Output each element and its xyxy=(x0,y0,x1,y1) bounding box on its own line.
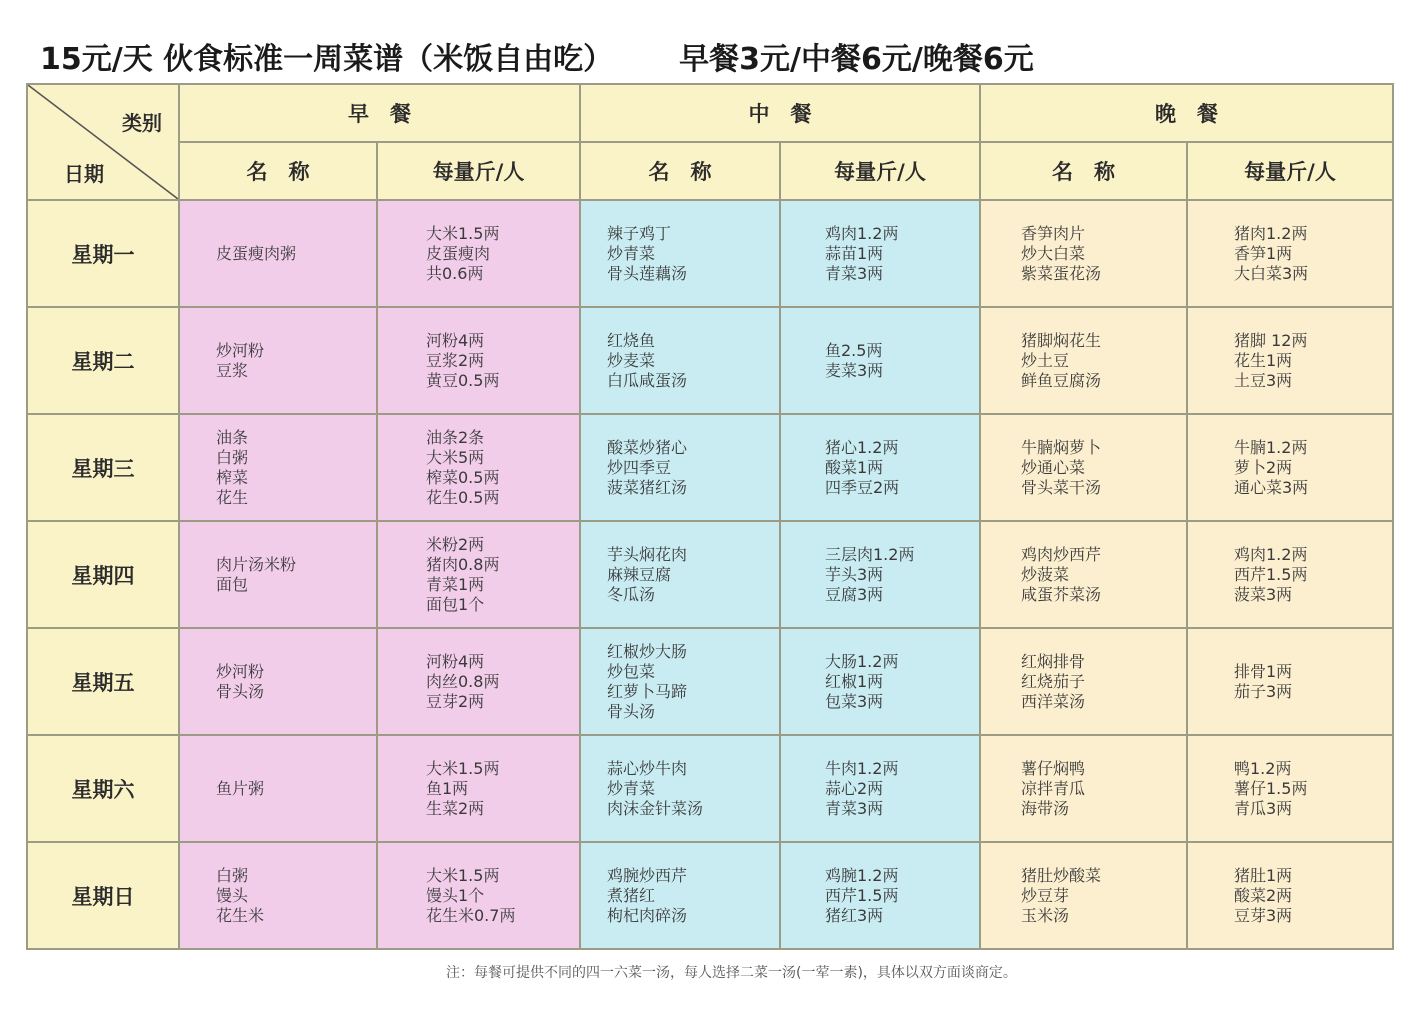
lunch-names xyxy=(580,307,780,414)
dish-amount: 猪脚 12两 xyxy=(1234,330,1308,350)
day-label: 星期六 xyxy=(27,735,179,842)
dish-amount: 鸡腕1.2两 xyxy=(825,865,899,885)
dish-name: 肉片汤米粉 xyxy=(216,554,297,574)
dish-amount: 大米1.5两 xyxy=(426,223,500,243)
dish-amount: 大米1.5两 xyxy=(426,758,500,778)
dinner-names xyxy=(980,628,1187,735)
breakfast-name-header: 名 称 xyxy=(179,142,377,200)
breakfast-names xyxy=(179,307,377,414)
dish-amount: 青菜3两 xyxy=(825,798,884,818)
breakfast-names xyxy=(179,200,377,307)
dish-amount: 生菜2两 xyxy=(426,798,485,818)
dinner-amounts xyxy=(1187,414,1393,521)
title-main: 15元/天 伙食标准一周菜谱（米饭自由吃） xyxy=(40,42,614,77)
breakfast-amounts xyxy=(377,628,580,735)
day-label: 星期一 xyxy=(27,200,179,307)
lunch-names xyxy=(580,200,780,307)
breakfast-amounts xyxy=(377,842,580,949)
breakfast-amounts xyxy=(377,200,580,307)
table-row xyxy=(27,842,1393,949)
dish-name: 猪肚炒酸菜 xyxy=(1021,865,1102,885)
dish-amount: 河粉4两 xyxy=(426,330,485,350)
dish-amount: 鱼1两 xyxy=(426,778,469,798)
lunch-amount-header: 每量斤/人 xyxy=(780,142,980,200)
breakfast-names xyxy=(179,414,377,521)
dish-amount: 大米1.5两 xyxy=(426,865,500,885)
dish-amount: 通心菜3两 xyxy=(1234,477,1309,497)
lunch-names xyxy=(580,842,780,949)
dish-amount: 猪肉1.2两 xyxy=(1234,223,1308,243)
dish-name: 紫菜蛋花汤 xyxy=(1021,263,1102,283)
dish-amount: 鸭1.2两 xyxy=(1234,758,1292,778)
dish-amount: 大白菜3两 xyxy=(1234,263,1309,283)
dish-name: 红萝卜马蹄 xyxy=(607,681,688,701)
dish-amount: 红椒1两 xyxy=(825,671,884,691)
footnote: 注：每餐可提供不同的四一六菜一汤，每人选择二菜一汤(一荤一素)，具体以双方面谈商定。 xyxy=(446,965,1017,981)
dish-name: 白粥 xyxy=(216,447,249,467)
breakfast-amounts xyxy=(377,307,580,414)
dish-name: 枸杞肉碎汤 xyxy=(607,905,688,925)
breakfast-names xyxy=(179,521,377,628)
dish-name: 麻辣豆腐 xyxy=(607,564,672,584)
dish-amount: 土豆3两 xyxy=(1234,370,1293,390)
table-row xyxy=(27,628,1393,735)
dinner-name-header: 名 称 xyxy=(980,142,1187,200)
table-row xyxy=(27,200,1393,307)
dish-name: 骨头莲藕汤 xyxy=(607,263,688,283)
dish-name: 煮猪红 xyxy=(607,885,656,905)
dish-amount: 花生1两 xyxy=(1234,350,1293,370)
dish-amount: 香笋1两 xyxy=(1234,243,1293,263)
dish-name: 菠菜猪红汤 xyxy=(607,477,688,497)
dish-amount: 馒头1个 xyxy=(426,885,485,905)
date-label: 日期 xyxy=(64,162,104,186)
dish-name: 骨头汤 xyxy=(216,681,265,701)
dish-amount: 四季豆2两 xyxy=(825,477,900,497)
dish-name: 骨头菜干汤 xyxy=(1021,477,1102,497)
weekly-menu-table xyxy=(26,83,1394,950)
dish-amount: 鱼2.5两 xyxy=(825,340,883,360)
dish-name: 西洋菜汤 xyxy=(1021,691,1086,711)
dish-amount: 猪心1.2两 xyxy=(825,437,899,457)
dish-amount: 菠菜3两 xyxy=(1234,584,1293,604)
dinner-amounts xyxy=(1187,200,1393,307)
dish-name: 油条 xyxy=(216,427,249,447)
dish-amount: 豆芽2两 xyxy=(426,691,485,711)
lunch-names xyxy=(580,414,780,521)
page-title xyxy=(40,34,1034,78)
dish-amount: 豆浆2两 xyxy=(426,350,485,370)
category-label: 类别 xyxy=(122,111,162,135)
dish-amount: 花生0.5两 xyxy=(426,487,500,507)
breakfast-names xyxy=(179,735,377,842)
lunch-names xyxy=(580,521,780,628)
breakfast-amounts xyxy=(377,735,580,842)
dinner-amounts xyxy=(1187,842,1393,949)
dish-name: 海带汤 xyxy=(1021,798,1070,818)
day-label: 星期二 xyxy=(27,307,179,414)
table-row xyxy=(27,307,1393,414)
dish-name: 鸡肉炒西芹 xyxy=(1021,544,1102,564)
dish-name: 白粥 xyxy=(216,865,249,885)
dinner-names xyxy=(980,307,1187,414)
dish-amount: 猪红3两 xyxy=(825,905,884,925)
lunch-name-header: 名 称 xyxy=(580,142,780,200)
dish-name: 冬瓜汤 xyxy=(607,584,656,604)
dish-amount: 酸菜2两 xyxy=(1234,885,1293,905)
dish-name: 炒青菜 xyxy=(607,778,656,798)
dish-amount: 蒜心2两 xyxy=(825,778,884,798)
day-label: 星期五 xyxy=(27,628,179,735)
dish-amount: 芋头3两 xyxy=(825,564,884,584)
dish-name: 鲜鱼豆腐汤 xyxy=(1021,370,1102,390)
dinner-amounts xyxy=(1187,521,1393,628)
breakfast-amount-header: 每量斤/人 xyxy=(377,142,580,200)
dish-name: 红椒炒大肠 xyxy=(607,641,688,661)
dish-name: 榨菜 xyxy=(216,467,249,487)
dish-name: 芋头焖花肉 xyxy=(607,544,688,564)
dish-amount: 薯仔1.5两 xyxy=(1234,778,1308,798)
dish-amount: 皮蛋瘦肉 xyxy=(426,243,491,263)
dish-name: 炒大白菜 xyxy=(1021,243,1086,263)
dish-name: 炒河粉 xyxy=(216,340,265,360)
dish-name: 蒜心炒牛肉 xyxy=(607,758,688,778)
dish-name: 面包 xyxy=(216,574,249,594)
dish-amount: 共0.6两 xyxy=(426,263,484,283)
breakfast-amounts xyxy=(377,521,580,628)
dish-name: 薯仔焖鸭 xyxy=(1021,758,1086,778)
dish-name: 炒土豆 xyxy=(1021,350,1070,370)
dish-amount: 牛腩1.2两 xyxy=(1234,437,1308,457)
table-row xyxy=(27,414,1393,521)
lunch-amounts xyxy=(780,628,980,735)
dish-amount: 萝卜2两 xyxy=(1234,457,1293,477)
dish-name: 红焖排骨 xyxy=(1021,651,1086,671)
dish-name: 凉拌青瓜 xyxy=(1021,778,1086,798)
dish-amount: 榨菜0.5两 xyxy=(426,467,500,487)
dish-amount: 面包1个 xyxy=(426,594,485,614)
dish-name: 炒豆芽 xyxy=(1021,885,1070,905)
breakfast-amounts xyxy=(377,414,580,521)
dish-amount: 米粉2两 xyxy=(426,534,485,554)
dish-amount: 花生米0.7两 xyxy=(426,905,516,925)
dish-amount: 猪肉0.8两 xyxy=(426,554,500,574)
dish-amount: 豆芽3两 xyxy=(1234,905,1293,925)
dish-name: 炒菠菜 xyxy=(1021,564,1070,584)
dish-amount: 青菜3两 xyxy=(825,263,884,283)
dish-amount: 猪肚1两 xyxy=(1234,865,1293,885)
dish-amount: 鸡肉1.2两 xyxy=(1234,544,1308,564)
dinner-names xyxy=(980,414,1187,521)
dish-amount: 西芹1.5两 xyxy=(1234,564,1308,584)
dish-name: 花生米 xyxy=(216,905,265,925)
dish-name: 炒包菜 xyxy=(607,661,656,681)
dish-name: 炒河粉 xyxy=(216,661,265,681)
dinner-names xyxy=(980,200,1187,307)
dish-name: 炒通心菜 xyxy=(1021,457,1086,477)
dish-amount: 蒜苗1两 xyxy=(825,243,884,263)
dish-amount: 茄子3两 xyxy=(1234,681,1293,701)
dish-name: 鱼片粥 xyxy=(216,778,265,798)
dinner-header: 晚 餐 xyxy=(980,84,1393,142)
lunch-names xyxy=(580,735,780,842)
dish-name: 肉沫金针菜汤 xyxy=(607,798,704,818)
dish-amount: 鸡肉1.2两 xyxy=(825,223,899,243)
dish-amount: 黄豆0.5两 xyxy=(426,370,500,390)
dinner-amounts xyxy=(1187,307,1393,414)
dish-amount: 酸菜1两 xyxy=(825,457,884,477)
lunch-amounts xyxy=(780,414,980,521)
dish-amount: 青菜1两 xyxy=(426,574,485,594)
dish-name: 炒四季豆 xyxy=(607,457,672,477)
dish-name: 辣子鸡丁 xyxy=(607,223,672,243)
dish-name: 馒头 xyxy=(216,885,249,905)
lunch-amounts xyxy=(780,200,980,307)
lunch-amounts xyxy=(780,735,980,842)
table-row xyxy=(27,735,1393,842)
dish-name: 鸡腕炒西芹 xyxy=(607,865,688,885)
dinner-names xyxy=(980,735,1187,842)
lunch-header: 中 餐 xyxy=(580,84,980,142)
day-label: 星期四 xyxy=(27,521,179,628)
dish-name: 咸蛋芥菜汤 xyxy=(1021,584,1102,604)
dish-amount: 包菜3两 xyxy=(825,691,884,711)
dish-name: 酸菜炒猪心 xyxy=(607,437,688,457)
breakfast-header: 早 餐 xyxy=(179,84,580,142)
day-label: 星期日 xyxy=(27,842,179,949)
breakfast-names xyxy=(179,842,377,949)
dish-amount: 豆腐3两 xyxy=(825,584,884,604)
dish-amount: 麦菜3两 xyxy=(825,360,884,380)
lunch-amounts xyxy=(780,842,980,949)
dish-amount: 大米5两 xyxy=(426,447,485,467)
lunch-amounts xyxy=(780,521,980,628)
dish-name: 豆浆 xyxy=(216,360,249,380)
dish-amount: 三层肉1.2两 xyxy=(825,544,915,564)
corner-header xyxy=(27,84,179,200)
dish-name: 花生 xyxy=(216,487,249,507)
dish-amount: 肉丝0.8两 xyxy=(426,671,500,691)
dish-name: 牛腩焖萝卜 xyxy=(1021,437,1102,457)
day-label: 星期三 xyxy=(27,414,179,521)
lunch-amounts xyxy=(780,307,980,414)
dish-amount: 油条2条 xyxy=(426,427,485,447)
dinner-amounts xyxy=(1187,628,1393,735)
dish-name: 香笋肉片 xyxy=(1021,223,1086,243)
dinner-names xyxy=(980,521,1187,628)
dish-amount: 大肠1.2两 xyxy=(825,651,899,671)
dish-amount: 青瓜3两 xyxy=(1234,798,1293,818)
dish-name: 炒青菜 xyxy=(607,243,656,263)
dish-name: 玉米汤 xyxy=(1021,905,1070,925)
dish-name: 红烧鱼 xyxy=(607,330,656,350)
dish-name: 白瓜咸蛋汤 xyxy=(607,370,688,390)
breakfast-names xyxy=(179,628,377,735)
table-row xyxy=(27,521,1393,628)
title-prices: 早餐3元/中餐6元/晚餐6元 xyxy=(679,42,1034,77)
dinner-amounts xyxy=(1187,735,1393,842)
dish-name: 红烧茄子 xyxy=(1021,671,1086,691)
dish-amount: 西芹1.5两 xyxy=(825,885,899,905)
dish-name: 猪脚焖花生 xyxy=(1021,330,1102,350)
lunch-names xyxy=(580,628,780,735)
dish-amount: 牛肉1.2两 xyxy=(825,758,899,778)
dish-name: 炒麦菜 xyxy=(607,350,656,370)
dinner-amount-header: 每量斤/人 xyxy=(1187,142,1393,200)
dish-amount: 排骨1两 xyxy=(1234,661,1293,681)
dish-name: 骨头汤 xyxy=(607,701,656,721)
dish-amount: 河粉4两 xyxy=(426,651,485,671)
dinner-names xyxy=(980,842,1187,949)
dish-name: 皮蛋瘦肉粥 xyxy=(216,243,297,263)
